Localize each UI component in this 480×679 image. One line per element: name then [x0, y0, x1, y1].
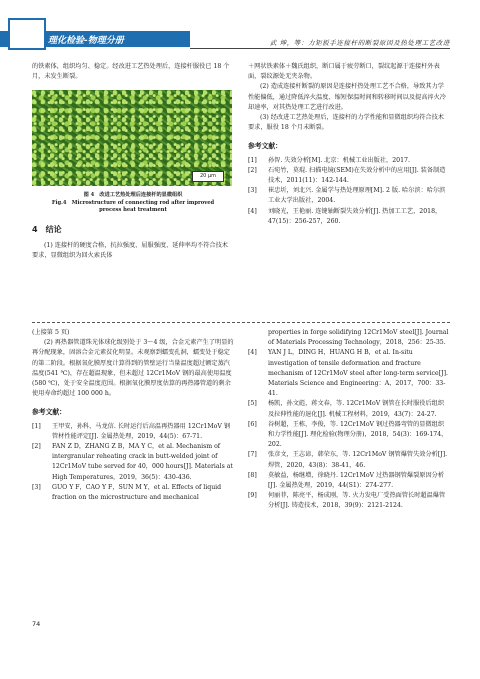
- reference-item: [2] 石宛竹，莫琨. 扫描电镜(SEM)在失效分析中的应用[J]. 装备制造技术，2011(11)：142-144.: [248, 166, 446, 185]
- reference-item: [6] 谷树超，王栋，李俊，等. 12Cr1MoV 钢过热器弯管的显微组织和力学性能[J]. 理化检验(物理分册)，2018，54(3)：169-174，202.: [248, 420, 448, 449]
- section-divider: [32, 322, 450, 323]
- microstructure-figure: [32, 90, 232, 186]
- reference-item: [2] FAN Z D，ZHANG Z B，MA Y C，et al. Mechanism of intergranular reheating crack in butt-welded joint of 12Cr1MoV tube served for 40，000 hours[J]. Materials at High Temperatures，2019，36(5)：430-436.: [32, 443, 233, 481]
- bottom-left-column: [32, 328, 234, 503]
- continued-note: (上接第 5 页): [32, 329, 70, 336]
- paragraph: 的铁素体，组织均匀、稳定。经改进工艺热处理后，连接杆服役已 18 个月，未发生断裂。: [32, 63, 230, 81]
- running-title: 武 坤，等：力矩扳手连接杆的断裂原因及热处理工艺改进: [269, 39, 450, 47]
- references-title: 参考文献：: [248, 142, 282, 151]
- reference-item: [9] 何丽菲，陈亮平，杨成刚，等. 火力发电厂受热面管长时超温爆管分析[J]. 铸造技术，2018，39(9)：2121-2124.: [248, 492, 446, 510]
- paragraph: (3) 经改进工艺热处理后，连接杆的力学性能和显微组织均符合技术要求，服役 18 个月未断裂。: [248, 114, 444, 132]
- journal-logo-icon: [8, 18, 46, 50]
- section-title-conclusion: 4 结论: [32, 224, 62, 234]
- figure-caption-en-2: process heat treatment: [99, 207, 167, 213]
- reference-item-continued: properties in forge solidifying 12Cr1MoV steel[J]. Journal of Materials Processing Technology，2018，256：25-35.: [268, 329, 449, 347]
- figure-caption-en-1: Fig.4 Microstructure of connecting rod after improved: [51, 199, 215, 206]
- page-number: 74: [32, 620, 41, 628]
- paragraph: ＋网状铁素体＋魏氏组织，断口属于疲劳断口，裂纹起源于连接杆外表面，裂纹源处无夹杂物。: [248, 63, 440, 81]
- paragraph: (2) 造成连接杆断裂的原因是连接杆热处理工艺不合格，导致其力学性能偏低，通过降低淬火温度、缩短保温时间和转移时间以及提高淬火冷却速率，对其热处理工艺进行改进。: [248, 83, 446, 111]
- reference-item: [8] 莫敏益，杨继增，徐晓丹. 12Cr1MoV 过热器钢管爆裂原因分析[J]. 金属热处理，2019，44(S1)：274-277.: [248, 471, 445, 490]
- figure-caption-cn: 图 4 改进工艺热处理后连接杆的显微组织: [83, 192, 183, 198]
- top-right-column: [248, 62, 450, 227]
- reference-item: [4] 刘晓光，王艳丽. 连键轴断裂失效分析[J]. 热加工工艺，2018，47(15)：256-257，260.: [248, 207, 442, 225]
- top-left-column: [32, 62, 234, 82]
- references-title: 参考文献：: [32, 408, 66, 417]
- reference-item: [4] YAN J L，DING H，HUANG H B，et al. In-situ investigation of tensile deformation and fracture mechanism of 12Cr1MoV steel after long-term service[J]. Materials Science and Engineering：A，2017，700：33-41.: [248, 349, 448, 398]
- reference-item: [1] 孙智. 失效分析[M]. 北京：机械工业出版社，2017.: [248, 156, 410, 164]
- paragraph: (1) 连接杆的硬度合格，抗拉强度、屈服强度、延伸率均不符合技术要求，显微组织为回火索氏体: [32, 241, 228, 259]
- bottom-right-column: [248, 328, 450, 512]
- reference-item: [3] 崔忠圻，刘北兴. 金属学与热处理原理[M]. 2 版. 哈尔滨：哈尔滨工业大学出版社，2004.: [248, 187, 446, 205]
- reference-item: [3] GUO Y F，CAO Y F，SUN M Y，et al. Effects of liquid fraction on the microstructure and mechanical: [32, 483, 222, 502]
- reference-item: [7] 张彦文，王志谛，韩荣东，等. 12Cr1MoV 钢管爆管失效分析[J]. 焊管，2020，43(8)：38-41，46.: [248, 451, 448, 469]
- page-header: [0, 0, 480, 50]
- scale-bar: 20 μm: [192, 171, 224, 182]
- journal-logo-text: 理化检验-物理分册: [48, 36, 124, 46]
- paragraph: (2) 再热器管道珠光体球化级别处于 3～4 级，合金元素产生了明显的再分配现象，固溶合金元素贫化明显。未观察到蠕变孔洞，蠕变处于稳定的第二阶段。根据氧化膜厚度计算得到的管壁运行当量温度超过额定蒸汽温度(541 ℃)，存在超温现象，但未超过 12Cr1MoV 钢的最高使用温度(580 ℃)，处于安全温度范围。根据氧化膜厚度估算的再热器管道的剩余使用寿命约超过 100 000 h。: [32, 339, 234, 398]
- reference-item: [1] 王甲安，孙科，马龙信. 长时运行后高温再热器用 12Cr1MoV 钢管材性能评定[J]. 金属热处理，2019，44(5)：67-71.: [32, 422, 231, 440]
- reference-item: [5] 杨凯，孙文彪，蒋文春，等. 12Cr1MoV 钢管在长时服役后组织及拉伸性能的退化[J]. 机械工程材料，2019，43(7)：24-27.: [248, 400, 445, 418]
- top-left-column-lower: [32, 192, 234, 261]
- header-rule: [190, 48, 450, 49]
